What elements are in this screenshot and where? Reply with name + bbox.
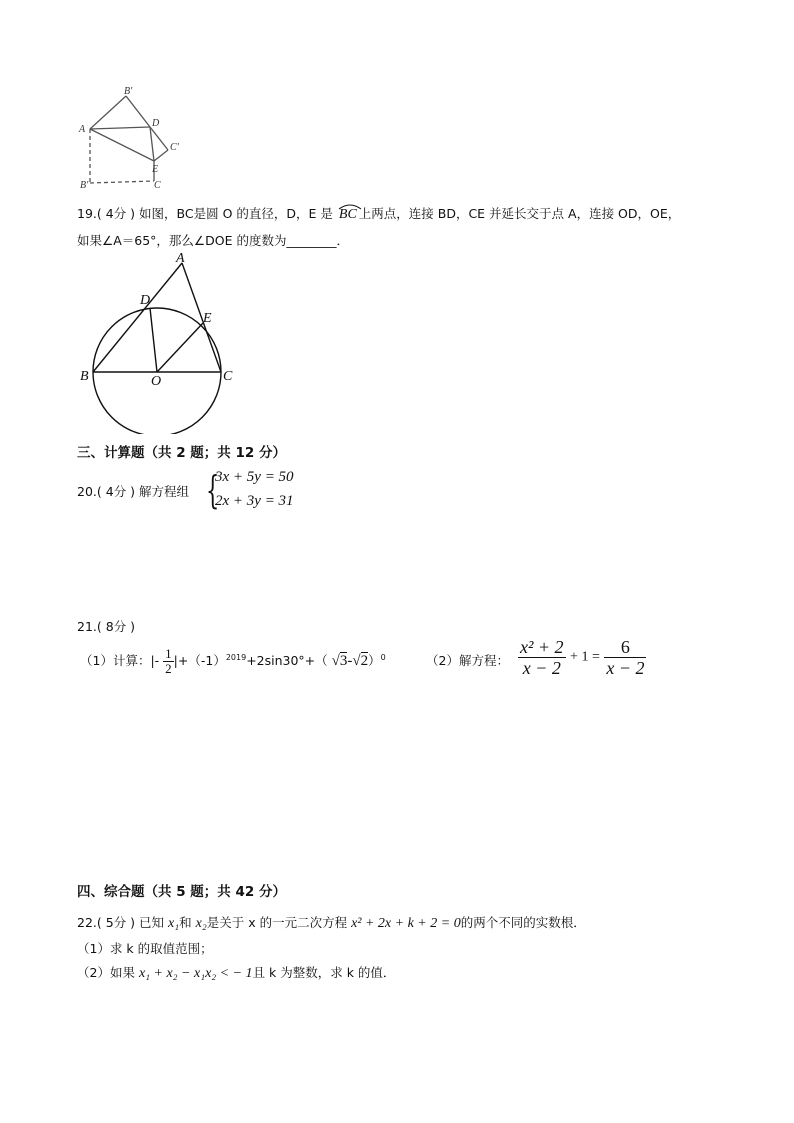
q22-text-a: 已知 bbox=[139, 915, 165, 930]
q22-sub1: （1）求 k 的取值范围； bbox=[77, 941, 213, 956]
label-b-prime-bottom: B' bbox=[80, 180, 89, 190]
sqrt-sign-icon-2: √ bbox=[352, 653, 361, 670]
q21-minus: - bbox=[347, 653, 353, 670]
q22-and: 和 bbox=[179, 915, 192, 930]
label-D: D bbox=[140, 293, 151, 308]
q21-close: ） bbox=[368, 653, 381, 669]
q21-rhs-num: 6 bbox=[604, 637, 646, 658]
q22-equation: x² + 2x + k + 2 = 0 bbox=[351, 916, 461, 931]
q21-rhs-den: x − 2 bbox=[606, 658, 645, 678]
q22-text-c: 的两个不同的实数根． bbox=[460, 915, 586, 930]
q21-half bbox=[163, 647, 174, 676]
q19-text-part2: 上两点，连接 BD，CE 并延长交于点 A，连接 OD，OE， bbox=[358, 206, 681, 221]
q21-part2-eq bbox=[518, 637, 646, 678]
label-b-prime-top: B' bbox=[124, 86, 133, 97]
fold-figure bbox=[74, 82, 194, 190]
q19-arc-bc bbox=[337, 207, 359, 223]
q21-mid: |+（-1） bbox=[173, 653, 226, 669]
q21-number: 21. bbox=[77, 619, 97, 634]
q21-exp-0: 0 bbox=[380, 653, 386, 662]
q21-lhs-frac bbox=[518, 637, 566, 678]
section4-heading: 四、综合题（共 5 题；共 42 分） bbox=[77, 884, 286, 900]
q20-brace: { bbox=[206, 468, 220, 512]
section3-heading: 三、计算题（共 2 题；共 12 分） bbox=[77, 445, 286, 461]
q21-sin: +2sin30°+（ bbox=[246, 653, 328, 669]
q21-part1-label: （1）计算： bbox=[80, 653, 151, 669]
label-c-prime: C' bbox=[170, 142, 179, 153]
q21-exp-2019: 2019 bbox=[225, 653, 247, 662]
label-E: E bbox=[203, 311, 212, 326]
label-C: C bbox=[223, 369, 233, 384]
q19-score: ( 4分 ) bbox=[96, 206, 136, 221]
q20-eq2: 2x + 3y = 31 bbox=[215, 493, 294, 509]
q22-x2: x₂ bbox=[195, 916, 207, 931]
q21-rhs-frac bbox=[604, 637, 646, 678]
circle-figure bbox=[76, 252, 246, 434]
q19-line2: 如果∠A＝65°，那么∠DOE 的度数为________． bbox=[77, 233, 349, 248]
q21-header bbox=[77, 617, 135, 635]
q21-part1 bbox=[80, 646, 386, 676]
q19-text-part1: 如图，BC是圆 O 的直径，D，E 是 bbox=[139, 206, 333, 221]
q20 bbox=[77, 482, 189, 500]
q22-text-b: 是关于 x 的一元二次方程 bbox=[206, 915, 348, 930]
q22-number: 22. bbox=[77, 915, 97, 930]
q21-part2-label: （2）解方程： bbox=[426, 653, 509, 668]
q21-plus-one: + 1 = bbox=[570, 649, 600, 665]
sqrt-sign-icon: √ bbox=[331, 653, 340, 670]
q21-score: ( 8分 ) bbox=[96, 619, 136, 634]
q21-lhs-num: x² + 2 bbox=[520, 637, 564, 657]
q19-line1 bbox=[77, 204, 680, 223]
label-a: A bbox=[79, 124, 86, 135]
label-d: D bbox=[152, 118, 160, 129]
q22-line1 bbox=[77, 913, 586, 932]
q21-lhs-den: x − 2 bbox=[522, 658, 561, 678]
q21-sqrt-group bbox=[332, 649, 368, 673]
q22-x1: x₁ bbox=[168, 916, 180, 931]
label-A: A bbox=[176, 252, 185, 266]
q20-eq1: 3x + 5y = 50 bbox=[215, 469, 294, 485]
q22-sub2-expr: x₁ + x₂ − x₁x₂ < − 1 bbox=[138, 966, 253, 981]
label-e: E bbox=[152, 164, 159, 175]
q19-arc-label: BC bbox=[338, 207, 357, 222]
q21-half-den: 2 bbox=[165, 661, 172, 677]
q21-abs-open: |- bbox=[150, 653, 160, 669]
q21-half-num: 1 bbox=[165, 646, 172, 662]
label-B: B bbox=[80, 369, 89, 384]
q20-number: 20. bbox=[77, 484, 97, 499]
q22-sub2 bbox=[77, 963, 395, 982]
q22-score: ( 5分 ) bbox=[96, 915, 136, 930]
q20-score: ( 4分 ) bbox=[96, 484, 136, 499]
label-O: O bbox=[151, 374, 162, 389]
q22-sub2-a: （2）如果 bbox=[77, 965, 135, 980]
label-c: C bbox=[154, 180, 161, 190]
q21-sqrt3: 3 bbox=[339, 653, 348, 670]
q21-sqrt2: 2 bbox=[360, 653, 369, 670]
q19-number: 19. bbox=[77, 206, 97, 221]
q22-sub2-b: 且 k 为整数，求 k 的值． bbox=[252, 965, 396, 980]
q20-text: 解方程组 bbox=[139, 484, 190, 499]
